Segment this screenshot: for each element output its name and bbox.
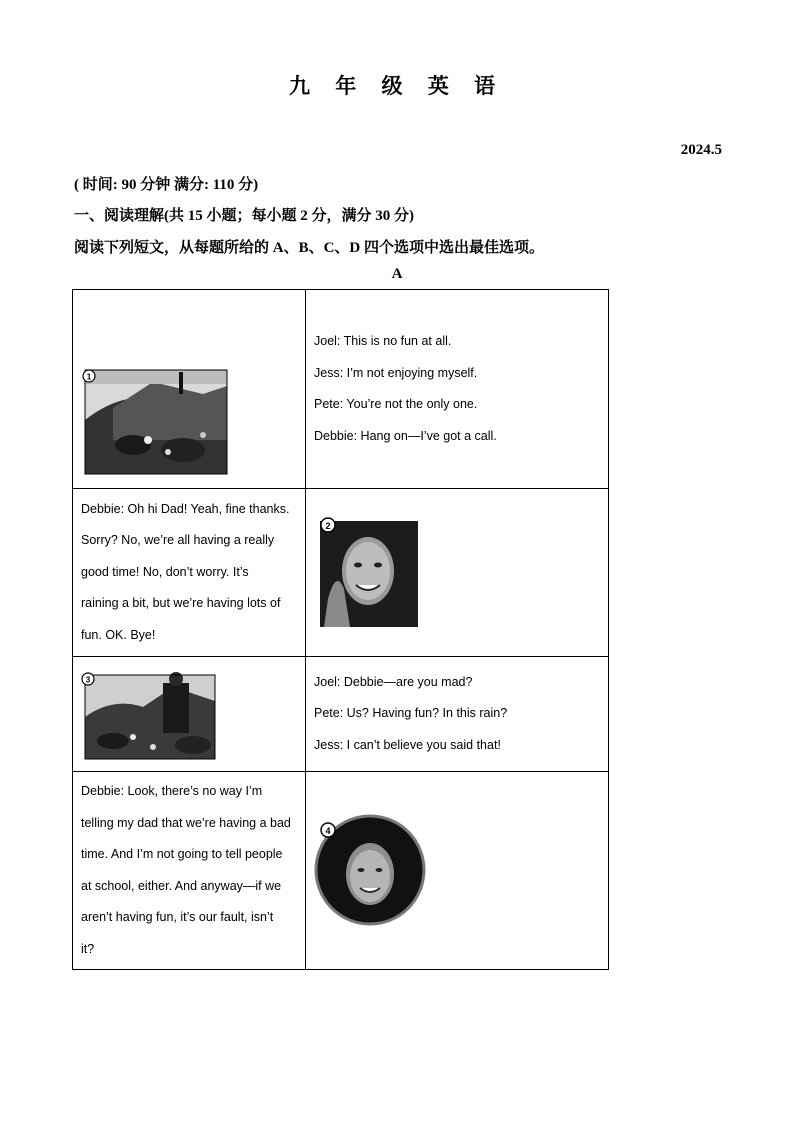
exam-date: 2024.5 (680, 142, 722, 158)
speech-line: at school, either. And anyway—if we (81, 878, 282, 893)
speech-line: raining a bit, but we’re having lots of (81, 596, 281, 611)
speech-line: aren’t having fun, it’s our fault, isn’t (81, 910, 274, 924)
speech-line: Debbie: Hang on—I’ve got a call. (314, 428, 497, 443)
speech-line: fun. OK. Bye! (81, 627, 156, 642)
photo-cell-4 (306, 772, 609, 970)
dialogue-row-4 (73, 772, 609, 970)
camping-photo-3 (73, 657, 306, 771)
speech-line: Joel: Debbie—are you mad? (314, 674, 473, 689)
speech-cell-4 (73, 772, 306, 970)
speech-line: Debbie: Oh hi Dad! Yeah, fine thanks. (81, 501, 290, 516)
dialogue-row-3 (73, 657, 609, 772)
speech-line: Jess: I can’t believe you said that! (314, 737, 501, 752)
speech-line: good time! No, don’t worry. It’s (81, 564, 249, 579)
speech-line: telling my dad that we’re having a bad (81, 815, 291, 830)
photo-cell-2 (306, 489, 609, 657)
dialogue-row-1 (73, 290, 609, 489)
page-title: 九 年 级 英 语 (289, 74, 505, 98)
photo-number-4: 4 (325, 826, 331, 836)
speech-cell-1 (306, 290, 609, 489)
speech-line: Debbie: Look, there’s no way I’m (81, 784, 263, 798)
speech-cell-2 (73, 489, 306, 657)
instruction: 阅读下列短文，从每题所给的 A、B、C、D 四个选项中选出最佳选项。 (74, 240, 545, 256)
debbie-portrait-photo (306, 772, 609, 969)
photo-cell-3 (73, 657, 306, 772)
speech-line: Joel: This is no fun at all. (314, 334, 452, 348)
dialogue-row-2 (73, 489, 609, 657)
speech-line: Sorry? No, we’re all having a really (81, 533, 275, 548)
camping-photo-1 (73, 290, 306, 488)
photo-number-1: 1 (86, 372, 92, 382)
speech-line: time. And I’m not going to tell people (81, 847, 283, 861)
passage-label: A (391, 266, 403, 282)
speech-line: it? (81, 941, 95, 956)
photo-cell-1 (73, 290, 306, 489)
speech-cell-3 (306, 657, 609, 772)
speech-line: Jess: I’m not enjoying myself. (314, 365, 478, 380)
section-title: 一、阅读理解(共 15 小题；每小题 2 分，满分 30 分) (74, 208, 414, 224)
time-info: ( 时间: 90 分钟 满分: 110 分) (74, 177, 259, 193)
debbie-phone-photo (306, 489, 609, 656)
speech-line: Pete: Us? Having fun? In this rain? (314, 706, 508, 721)
photo-number-2: 2 (325, 521, 331, 531)
speech-line: Pete: You’re not the only one. (314, 397, 478, 411)
dialogue-table (72, 289, 609, 970)
photo-number-3: 3 (85, 675, 91, 685)
